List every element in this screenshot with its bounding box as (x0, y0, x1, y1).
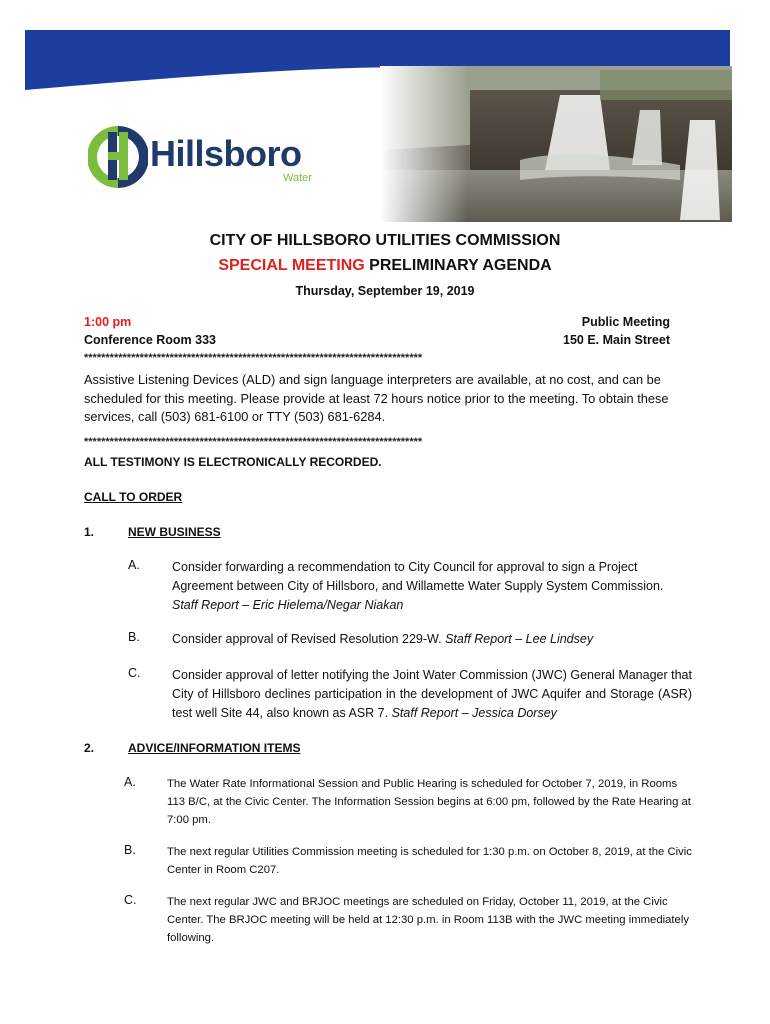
divider-top: ******************************************************************************* (84, 352, 423, 364)
info-item: The next regular Utilities Commission meeting is scheduled for 1:30 p.m. on October 8, 2019, at the Civic Center in Room C207. (167, 846, 692, 876)
section-title-new-business: NEW BUSINESS (128, 525, 221, 539)
special-meeting-label: SPECIAL MEETING (218, 257, 365, 274)
item-letter: A. (128, 558, 140, 572)
agenda-item (172, 630, 692, 649)
section-number: 2. (84, 741, 95, 755)
item-letter: C. (128, 666, 141, 680)
agenda-title-line1: CITY OF HILLSBORO UTILITIES COMMISSION (209, 232, 561, 249)
meeting-address: 150 E. Main Street (563, 333, 670, 347)
logo-mark-icon (88, 122, 148, 192)
call-to-order: CALL TO ORDER (84, 490, 183, 504)
agenda-title-line2 (0, 257, 770, 275)
accessibility-notice: Assistive Listening Devices (ALD) and sign language interpreters are available, at no cost, and can be scheduled for this meeting. Please provide at least 72 hours notice prior to the meeting. To obtain these services, call (503) 681-6100 or TTY (503) 681-6284. (84, 372, 669, 424)
section-title-advice-information: ADVICE/INFORMATION ITEMS (128, 741, 301, 755)
preliminary-agenda-label: PRELIMINARY AGENDA (364, 257, 552, 274)
item-letter: A. (124, 775, 136, 789)
info-item: The next regular JWC and BRJOC meetings are scheduled on Friday, October 11, 2019, at the Civic Center. The BRJOC meeting will be held at 12:30 p.m. in Room 113B with the JWC meeting immediately following. (167, 896, 689, 944)
hillsboro-logo (88, 122, 328, 192)
agenda-item (172, 666, 692, 723)
meeting-date: Thursday, September 19, 2019 (295, 284, 475, 298)
meeting-room: Conference Room 333 (84, 333, 216, 347)
item-letter: B. (128, 630, 140, 644)
staff-report: Staff Report – Eric Hielema/Negar Niakan (172, 598, 404, 612)
meeting-type: Public Meeting (581, 315, 670, 329)
info-item: The Water Rate Informational Session and Public Hearing is scheduled for October 7, 2019, in Rooms 113 B/C, at the Civic Center. The Information Session begins at 6:00 pm, followed by the Rate Hearing at 7:00 pm. (167, 778, 691, 826)
item-text: Consider approval of letter notifying the Joint Water Commission (JWC) General Manager that City of Hillsboro declines participation in the development of JWC Aquifer and Storage (ASR) test well Site 44, also known as ASR 7. (172, 668, 692, 720)
section-number: 1. (84, 525, 95, 539)
staff-report: Staff Report – Jessica Dorsey (391, 706, 557, 720)
staff-report: Staff Report – Lee Lindsey (445, 632, 594, 646)
testimony-notice: ALL TESTIMONY IS ELECTRONICALLY RECORDED. (84, 455, 382, 469)
item-letter: C. (124, 893, 137, 907)
divider-bottom: ******************************************************************************* (84, 436, 423, 448)
agenda-item (172, 558, 692, 615)
item-text: Consider approval of Revised Resolution 229-W. (172, 632, 442, 646)
meeting-time: 1:00 pm (84, 315, 132, 329)
item-text: Consider forwarding a recommendation to City Council for approval to sign a Project Agreement between City of Hillsboro, and Willamette Water Supply System Commission. (172, 560, 664, 593)
logo-subtitle: Water (283, 172, 312, 184)
logo-name: Hillsboro (150, 133, 302, 174)
item-letter: B. (124, 843, 136, 857)
waterfall-photo (380, 66, 732, 222)
